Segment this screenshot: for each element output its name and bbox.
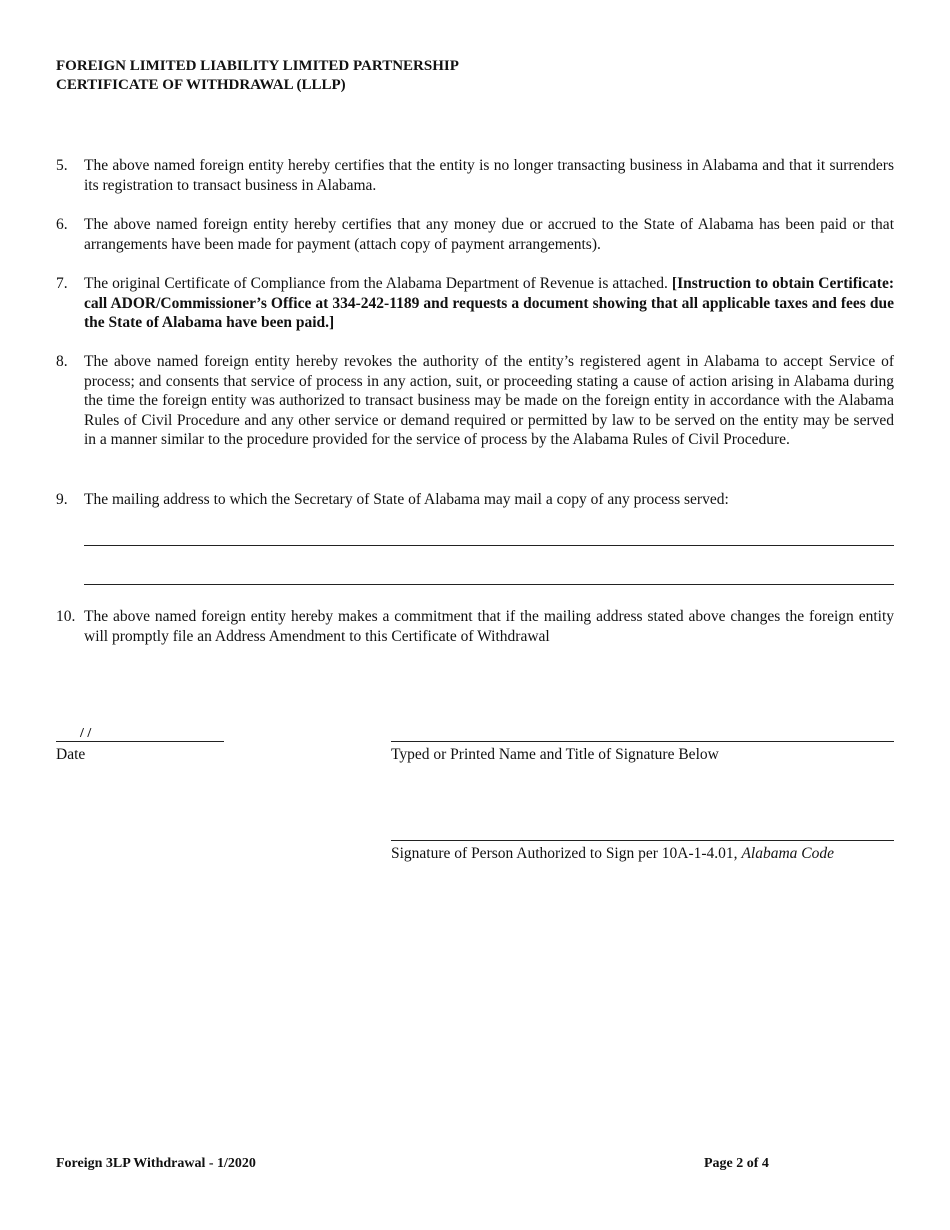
- signature-label: [391, 844, 834, 863]
- item-6: [56, 215, 894, 254]
- item-text: The mailing address to which the Secretary of State of Alabama may mail a copy of any process served:: [84, 491, 729, 508]
- item-7: [56, 274, 894, 333]
- item-number: 10.: [56, 608, 76, 625]
- item-text: The above named foreign entity hereby certifies that the entity is no longer transacting business in Alabama and that it surrenders its registration to transact business in Alabama.: [84, 157, 894, 194]
- item-text: The above named foreign entity hereby revokes the authority of the entity’s registered agent in Alabama to accept Service of process; and consents that service of process in any action, suit, or proceeding stating a cause of action arising in Alabama during the time the foreign entity was authorized to transact business may be made on the foreign entity in accordance with the Alabama Rules of Civil Procedure and any other service or demand required or permitted by law to be served on the entity may be served in a manner similar to the procedure provided for the service of process by the Alabama Rules of Civil Procedure.: [84, 353, 894, 449]
- item-9: [56, 490, 894, 510]
- date-slashes: / /: [80, 726, 92, 741]
- item-text-plain: The original Certificate of Compliance from the Alabama Department of Revenue is attached.: [84, 275, 668, 292]
- typed-name-label: Typed or Printed Name and Title of Signature Below: [391, 746, 719, 763]
- title-line-1: FOREIGN LIMITED LIABILITY LIMITED PARTNERSHIP: [56, 58, 459, 74]
- signature-label-text: Signature of Person Authorized to Sign per 10A-1-4.01,: [391, 845, 742, 862]
- date-label: Date: [56, 746, 86, 763]
- mailing-address-line-1[interactable]: [84, 545, 894, 546]
- item-text: The above named foreign entity hereby makes a commitment that if the mailing address stated above changes the foreign entity will promptly file an Address Amendment to this Certificate of Withdrawal: [84, 608, 894, 645]
- item-number: 6.: [56, 216, 68, 233]
- item-instruction-bold: [Instruction to obtain Certificate: call ADOR/Commissioner’s Office at 334-242-1189 and requests a document showing that all applicable taxes and fees due the State of Alabama have been paid.]: [84, 275, 895, 332]
- document-title: [56, 57, 459, 95]
- footer-form-id: Foreign 3LP Withdrawal - 1/2020: [56, 1156, 256, 1171]
- item-text: [84, 274, 894, 333]
- signature-line[interactable]: [391, 840, 894, 841]
- footer-page-number: Page 2 of 4: [704, 1156, 769, 1171]
- typed-name-line[interactable]: [391, 741, 894, 742]
- mailing-address-line-2[interactable]: [84, 584, 894, 585]
- item-number: 7.: [56, 275, 68, 292]
- item-5: [56, 156, 894, 195]
- item-text: The above named foreign entity hereby certifies that any money due or accrued to the State of Alabama has been paid or that arrangements have been made for payment (attach copy of payment arrangements).: [84, 216, 894, 253]
- item-number: 8.: [56, 353, 68, 370]
- item-number: 5.: [56, 157, 68, 174]
- item-8: [56, 352, 894, 450]
- item-10: [56, 607, 894, 646]
- alabama-code-italic: Alabama Code: [741, 845, 834, 862]
- item-number: 9.: [56, 491, 68, 508]
- date-line[interactable]: [56, 741, 224, 742]
- title-line-2: CERTIFICATE OF WITHDRAWAL (LLLP): [56, 77, 346, 93]
